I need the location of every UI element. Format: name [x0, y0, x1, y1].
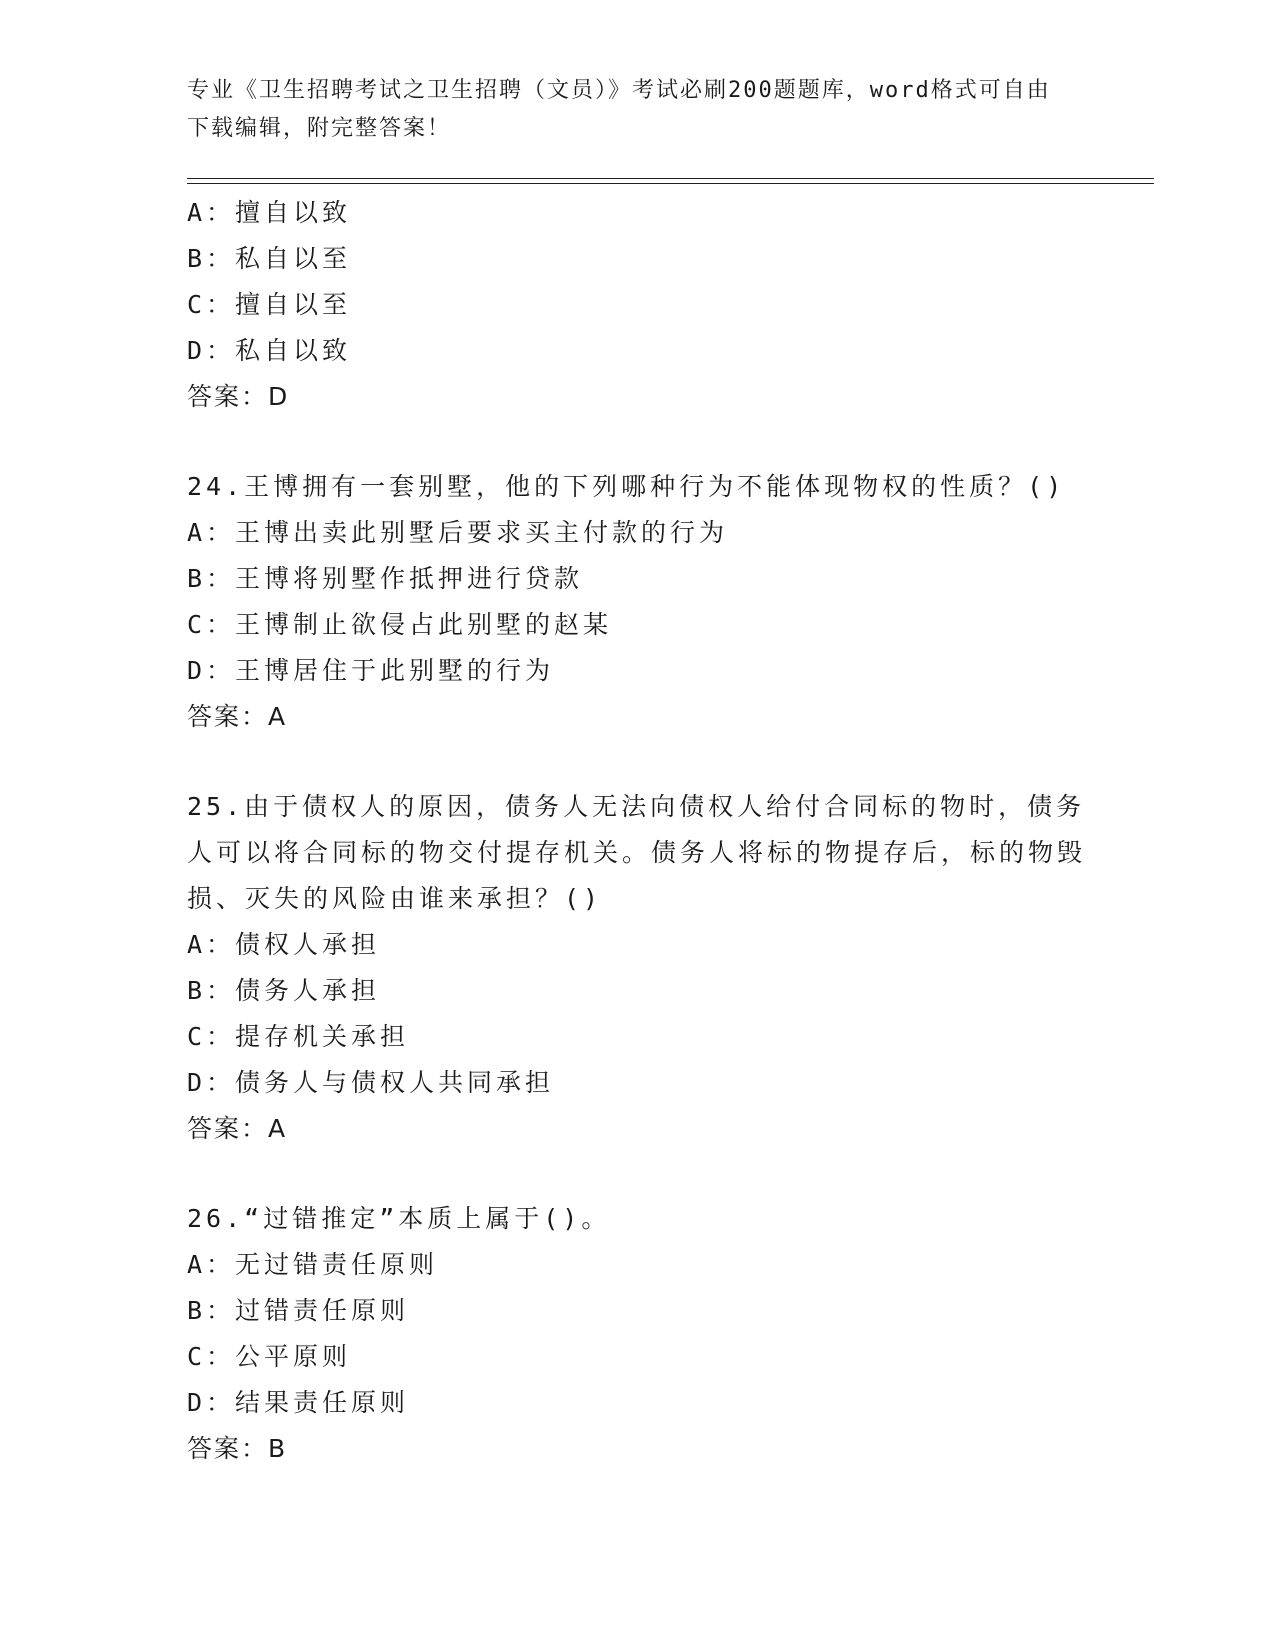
question-stem: 25.由于债权人的原因，债务人无法向债权人给付合同标的物时，债务人可以将合同标的物交付提存机关。债务人将标的物提存后，标的物毁损、灭失的风险由谁来承担？()	[187, 792, 1087, 913]
question-23	[187, 190, 1087, 420]
option-a: A：无过错责任原则	[187, 1250, 439, 1279]
answer: 答案：A	[187, 1114, 288, 1143]
option-a: A：债权人承担	[187, 930, 381, 959]
answer: 答案：A	[187, 702, 288, 731]
option-b: B：债务人承担	[187, 976, 381, 1005]
option-c: C：王博制止欲侵占此别墅的赵某	[187, 610, 613, 639]
question-stem: 24.王博拥有一套别墅，他的下列哪种行为不能体现物权的性质？()	[187, 472, 1066, 501]
option-a: A：王博出卖此别墅后要求买主付款的行为	[187, 518, 729, 547]
question-stem: 26.“过错推定”本质上属于()。	[187, 1204, 611, 1233]
question-25	[187, 784, 1087, 1152]
option-b: B：王博将别墅作抵押进行贷款	[187, 564, 584, 593]
option-c: C：公平原则	[187, 1342, 352, 1371]
answer: 答案：B	[187, 1434, 288, 1463]
option-b: B：过错责任原则	[187, 1296, 410, 1325]
header-divider-bottom	[187, 183, 1154, 184]
option-d: D：结果责任原则	[187, 1388, 410, 1417]
question-26	[187, 1196, 1087, 1472]
option-c: C：提存机关承担	[187, 1022, 410, 1051]
question-24	[187, 464, 1087, 740]
option-c: C：擅自以至	[187, 290, 352, 319]
option-d: D：私自以致	[187, 336, 352, 365]
option-b: B：私自以至	[187, 244, 352, 273]
option-a: A：擅自以致	[187, 198, 352, 227]
option-d: D：王博居住于此别墅的行为	[187, 656, 555, 685]
document-header: 专业《卫生招聘考试之卫生招聘（文员）》考试必刷200题题库，word格式可自由下载编辑，附完整答案！	[187, 78, 1051, 141]
answer: 答案：D	[187, 382, 290, 411]
option-d: D：债务人与债权人共同承担	[187, 1068, 555, 1097]
question-list	[187, 190, 1087, 1472]
header-divider-top	[187, 178, 1154, 179]
